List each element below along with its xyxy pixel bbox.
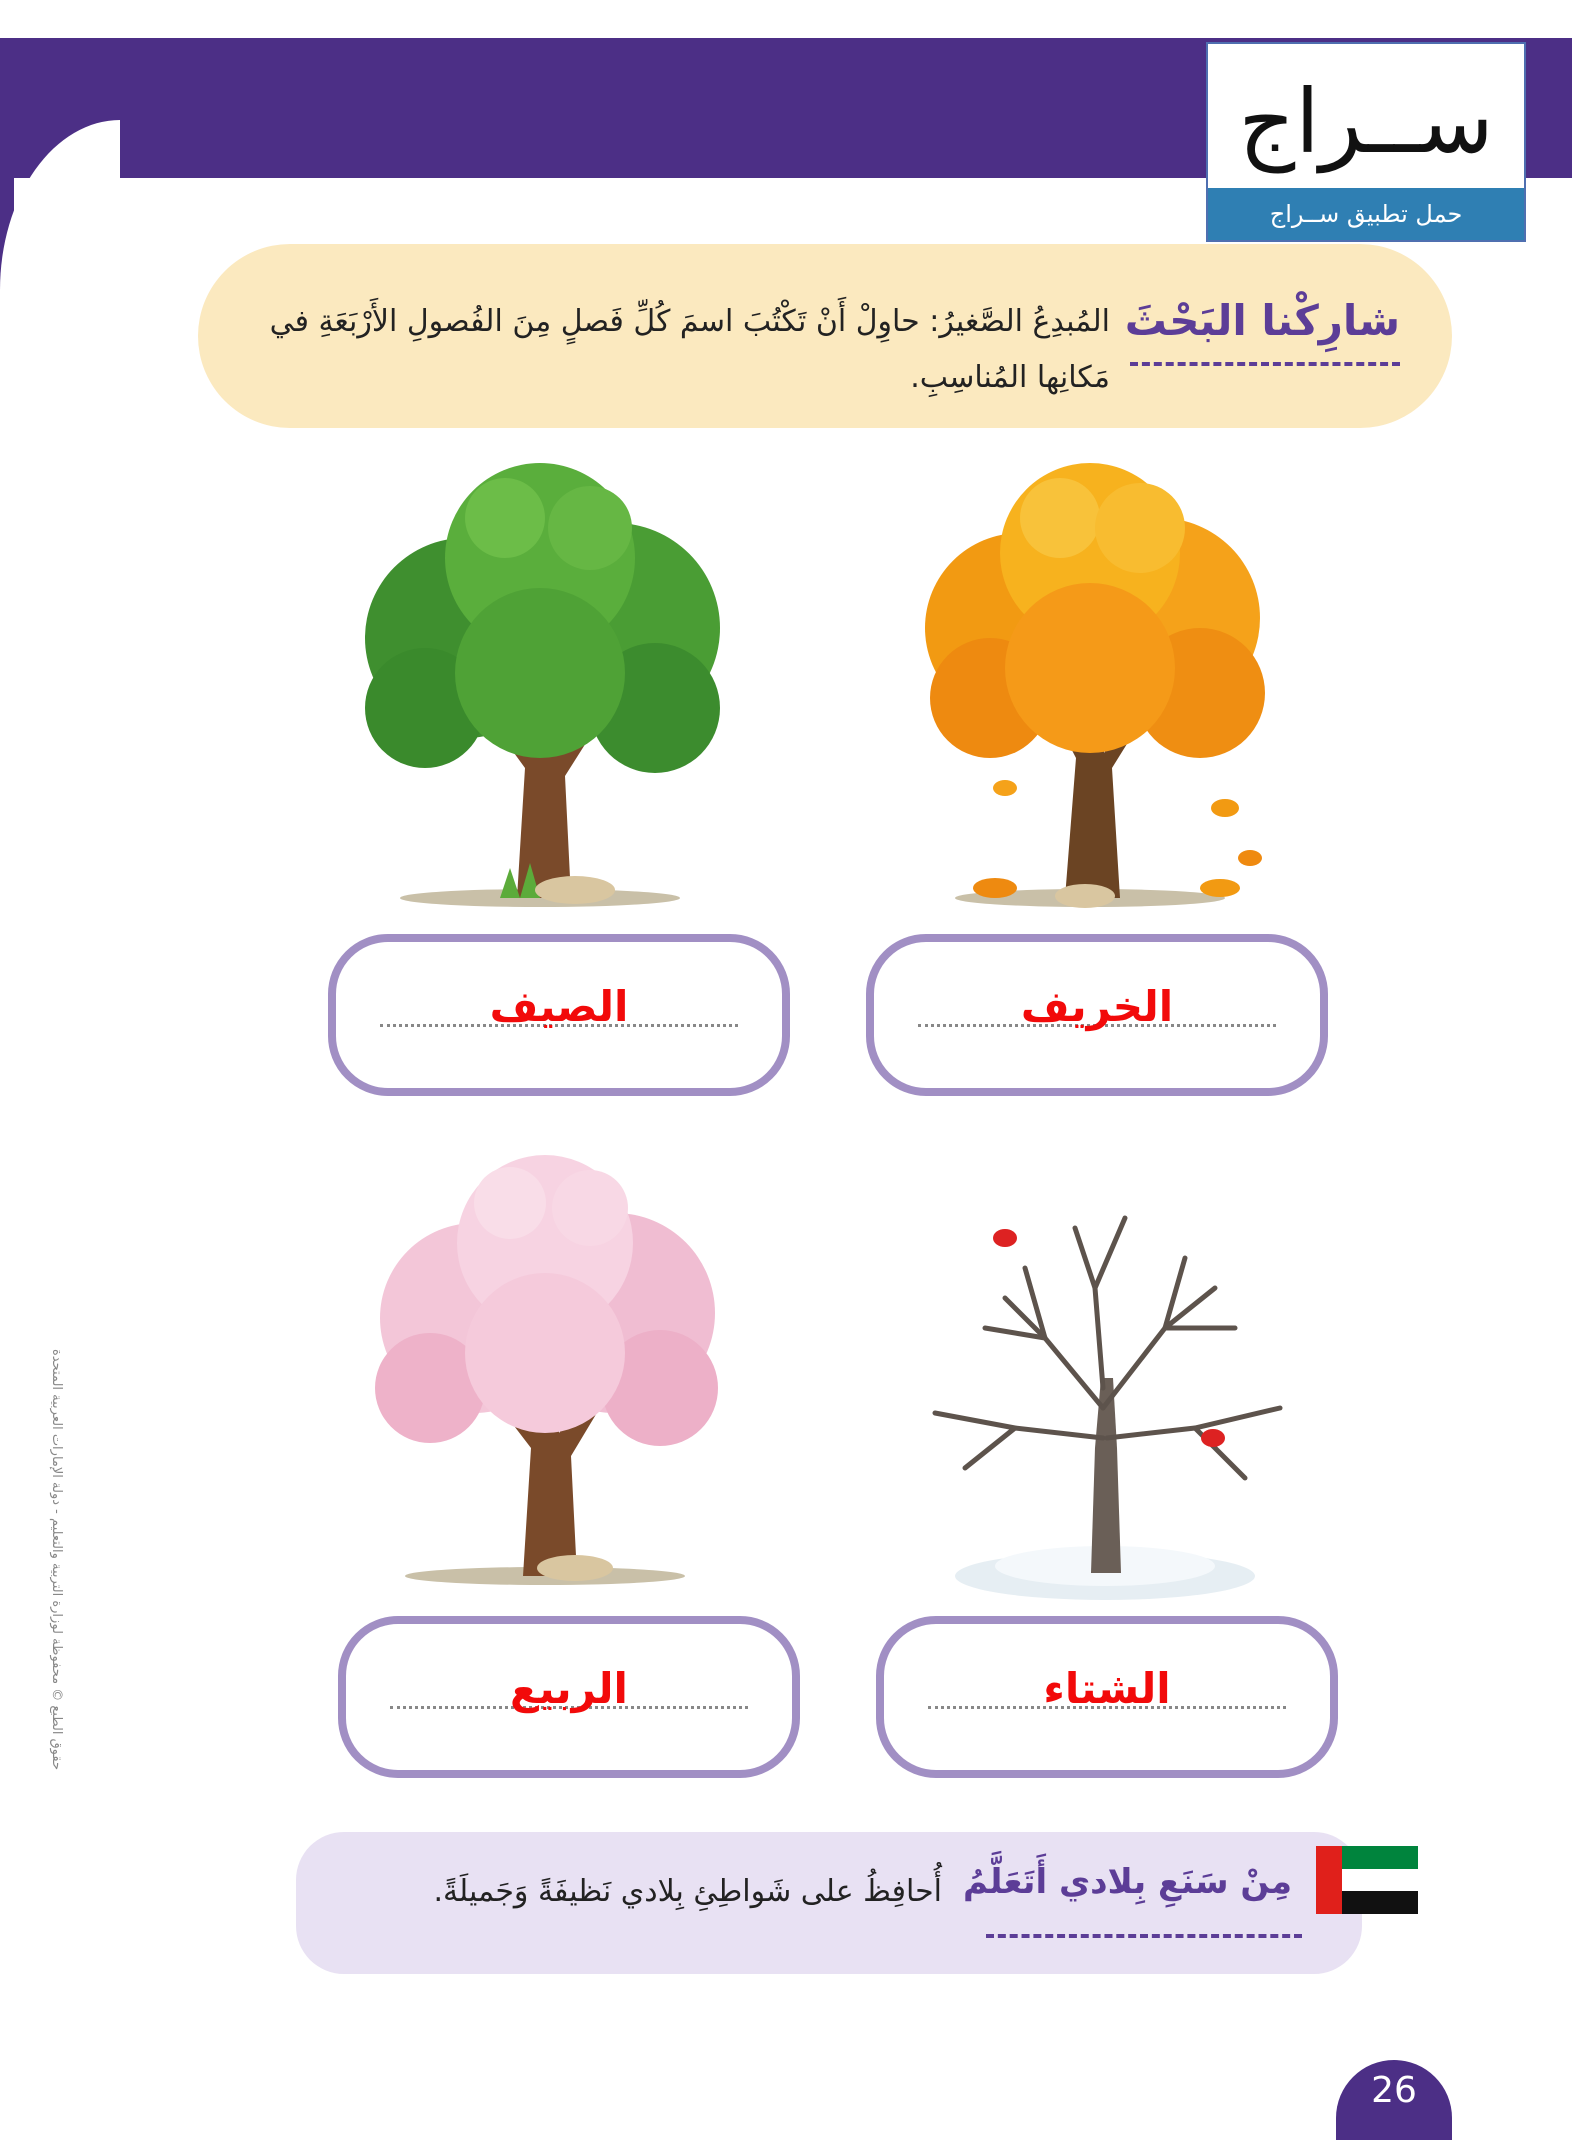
research-instruction-text: المُبدِعُ الصَّغيرُ: حاوِلْ أَنْ تَكْتُبَ اسمَ كُلِّ فَصلٍ مِنَ الفُصولِ الأَرْبَعَةِ في مَكانِها المُناسِبِ. (269, 304, 1110, 395)
research-instruction-box (198, 244, 1452, 428)
uae-flag-icon (1316, 1846, 1418, 1914)
answer-autumn: الخريف (1020, 982, 1174, 1031)
research-title: شارِكْنا البَحْثَ (1124, 296, 1400, 345)
values-box (296, 1832, 1362, 1974)
logo-tagline: حمل تطبيق ســراج (1208, 188, 1524, 240)
values-text: أُحافِظُ على شَواطِئِ بِلادي نَظيفَةً وَجَميلَةً. (433, 1874, 942, 1909)
answer-box-summer[interactable] (328, 934, 790, 1096)
summer-tree-image (325, 458, 765, 910)
spring-tree-image (335, 1148, 755, 1588)
answer-summer: الصيف (489, 982, 629, 1031)
answer-spring: الربيع (510, 1664, 628, 1713)
winter-tree-image (895, 1178, 1315, 1602)
answer-box-spring[interactable] (338, 1616, 800, 1778)
answer-box-autumn[interactable] (866, 934, 1328, 1096)
title-underline (1130, 362, 1400, 366)
page-number: 26 (1336, 2060, 1452, 2140)
values-title: مِنْ سَنَعِ بِلادي أَتَعَلَّمُ (962, 1862, 1292, 1902)
copyright-note: حقوق الطبع © محفوظة لوزارة التربية والتعليم - دولة الإمارات العربية المتحدة (49, 1348, 64, 1770)
logo-word: ســراج (1238, 70, 1494, 173)
answer-winter: الشتاء (1043, 1664, 1171, 1713)
siraj-logo[interactable] (1206, 42, 1526, 242)
answer-box-winter[interactable] (876, 1616, 1338, 1778)
values-title-underline (986, 1934, 1302, 1938)
autumn-tree-image (880, 458, 1310, 910)
